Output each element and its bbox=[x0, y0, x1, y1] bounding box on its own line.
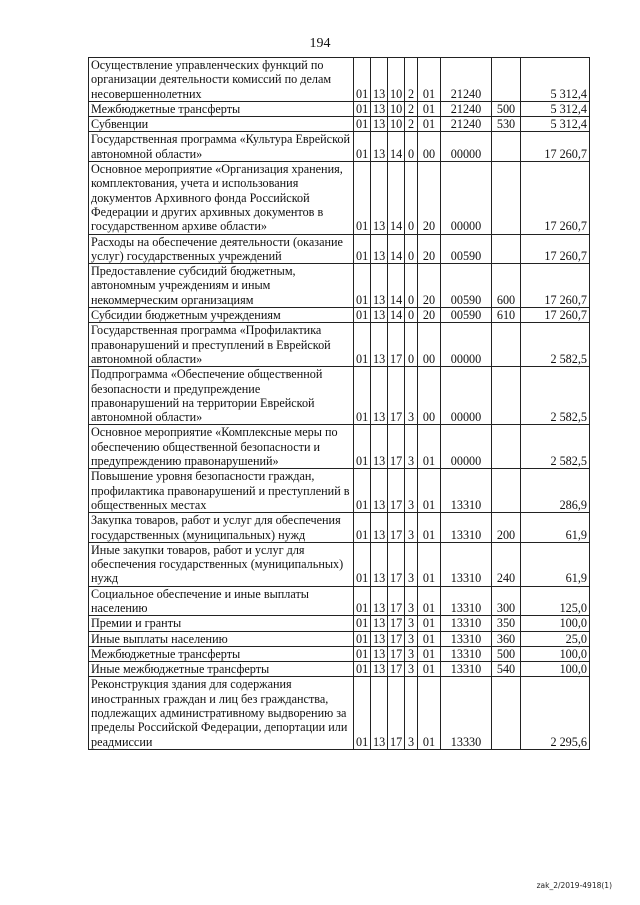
program-code: 17 bbox=[388, 367, 405, 425]
table-row bbox=[89, 586, 590, 616]
expense-direction-code: 13310 bbox=[441, 513, 492, 543]
subprogram-code: 3 bbox=[405, 646, 418, 661]
table-row bbox=[89, 542, 590, 586]
section-code: 01 bbox=[354, 646, 371, 661]
section-code: 01 bbox=[354, 469, 371, 513]
expense-type-code: 300 bbox=[492, 586, 521, 616]
subsection-code: 13 bbox=[371, 646, 388, 661]
row-name: Иные выплаты населению bbox=[89, 631, 354, 646]
program-code: 17 bbox=[388, 323, 405, 367]
main-activity-code: 20 bbox=[418, 234, 441, 264]
expense-type-code: 600 bbox=[492, 264, 521, 308]
expense-type-code bbox=[492, 132, 521, 162]
subprogram-code: 0 bbox=[405, 234, 418, 264]
expense-direction-code: 00590 bbox=[441, 234, 492, 264]
table-row bbox=[89, 101, 590, 116]
amount: 17 260,7 bbox=[521, 234, 590, 264]
subprogram-code: 0 bbox=[405, 264, 418, 308]
main-activity-code: 01 bbox=[418, 677, 441, 749]
subsection-code: 13 bbox=[371, 631, 388, 646]
section-code: 01 bbox=[354, 542, 371, 586]
main-activity-code: 01 bbox=[418, 662, 441, 677]
expense-type-code: 200 bbox=[492, 513, 521, 543]
main-activity-code: 00 bbox=[418, 323, 441, 367]
section-code: 01 bbox=[354, 616, 371, 631]
row-name: Иные межбюджетные трансферты bbox=[89, 662, 354, 677]
row-name: Межбюджетные трансферты bbox=[89, 101, 354, 116]
section-code: 01 bbox=[354, 586, 371, 616]
main-activity-code: 00 bbox=[418, 367, 441, 425]
expense-direction-code: 00590 bbox=[441, 308, 492, 323]
subsection-code: 13 bbox=[371, 662, 388, 677]
expense-direction-code: 13310 bbox=[441, 616, 492, 631]
amount: 2 582,5 bbox=[521, 425, 590, 469]
program-code: 17 bbox=[388, 677, 405, 749]
program-code: 17 bbox=[388, 646, 405, 661]
amount: 125,0 bbox=[521, 586, 590, 616]
expense-type-code bbox=[492, 367, 521, 425]
subprogram-code: 2 bbox=[405, 117, 418, 132]
subprogram-code: 0 bbox=[405, 308, 418, 323]
table-row bbox=[89, 425, 590, 469]
section-code: 01 bbox=[354, 162, 371, 234]
main-activity-code: 01 bbox=[418, 586, 441, 616]
program-code: 10 bbox=[388, 101, 405, 116]
subsection-code: 13 bbox=[371, 425, 388, 469]
subprogram-code: 0 bbox=[405, 132, 418, 162]
expense-direction-code: 13310 bbox=[441, 646, 492, 661]
main-activity-code: 20 bbox=[418, 308, 441, 323]
main-activity-code: 00 bbox=[418, 132, 441, 162]
expense-direction-code: 13310 bbox=[441, 542, 492, 586]
row-name: Премии и гранты bbox=[89, 616, 354, 631]
expense-direction-code: 13310 bbox=[441, 469, 492, 513]
amount: 5 312,4 bbox=[521, 101, 590, 116]
main-activity-code: 01 bbox=[418, 101, 441, 116]
subsection-code: 13 bbox=[371, 264, 388, 308]
subsection-code: 13 bbox=[371, 162, 388, 234]
subprogram-code: 3 bbox=[405, 586, 418, 616]
table-row bbox=[89, 234, 590, 264]
expense-type-code bbox=[492, 323, 521, 367]
expense-direction-code: 13310 bbox=[441, 662, 492, 677]
program-code: 14 bbox=[388, 234, 405, 264]
expense-type-code bbox=[492, 58, 521, 102]
subprogram-code: 2 bbox=[405, 101, 418, 116]
program-code: 17 bbox=[388, 542, 405, 586]
main-activity-code: 20 bbox=[418, 264, 441, 308]
amount: 100,0 bbox=[521, 662, 590, 677]
amount: 5 312,4 bbox=[521, 117, 590, 132]
program-code: 17 bbox=[388, 425, 405, 469]
subprogram-code: 2 bbox=[405, 58, 418, 102]
expense-direction-code: 00000 bbox=[441, 367, 492, 425]
table-row bbox=[89, 308, 590, 323]
table-row bbox=[89, 631, 590, 646]
expense-direction-code: 00000 bbox=[441, 132, 492, 162]
subsection-code: 13 bbox=[371, 308, 388, 323]
subprogram-code: 3 bbox=[405, 425, 418, 469]
document-code: zak_2/2019-4918(1) bbox=[536, 881, 612, 890]
section-code: 01 bbox=[354, 631, 371, 646]
row-name: Основное мероприятие «Организация хранения, комплектования, учета и использования документов Архивного фонда Российской Федерации и других архивных документов в государственном архиве области» bbox=[89, 162, 354, 234]
expense-type-code: 610 bbox=[492, 308, 521, 323]
subsection-code: 13 bbox=[371, 469, 388, 513]
subprogram-code: 3 bbox=[405, 513, 418, 543]
subsection-code: 13 bbox=[371, 513, 388, 543]
table-row bbox=[89, 323, 590, 367]
expense-direction-code: 00590 bbox=[441, 264, 492, 308]
program-code: 14 bbox=[388, 132, 405, 162]
page-number: 194 bbox=[309, 36, 331, 51]
subsection-code: 13 bbox=[371, 58, 388, 102]
subsection-code: 13 bbox=[371, 367, 388, 425]
row-name: Социальное обеспечение и иные выплаты населению bbox=[89, 586, 354, 616]
amount: 17 260,7 bbox=[521, 162, 590, 234]
program-code: 17 bbox=[388, 513, 405, 543]
row-name: Основное мероприятие «Комплексные меры по обеспечению общественной безопасности и предупреждению правонарушений» bbox=[89, 425, 354, 469]
expense-type-code bbox=[492, 425, 521, 469]
main-activity-code: 01 bbox=[418, 117, 441, 132]
section-code: 01 bbox=[354, 308, 371, 323]
expense-type-code: 360 bbox=[492, 631, 521, 646]
amount: 100,0 bbox=[521, 646, 590, 661]
amount: 17 260,7 bbox=[521, 132, 590, 162]
main-activity-code: 01 bbox=[418, 469, 441, 513]
expense-direction-code: 21240 bbox=[441, 101, 492, 116]
program-code: 17 bbox=[388, 631, 405, 646]
amount: 25,0 bbox=[521, 631, 590, 646]
amount: 2 582,5 bbox=[521, 323, 590, 367]
main-activity-code: 01 bbox=[418, 425, 441, 469]
expense-direction-code: 00000 bbox=[441, 162, 492, 234]
row-name: Подпрограмма «Обеспечение общественной безопасности и предупреждение правонарушений на территории Еврейской автономной области» bbox=[89, 367, 354, 425]
table-row bbox=[89, 58, 590, 102]
program-code: 14 bbox=[388, 308, 405, 323]
amount: 61,9 bbox=[521, 542, 590, 586]
row-name: Повышение уровня безопасности граждан, профилактика правонарушений и преступлений в общественных местах bbox=[89, 469, 354, 513]
row-name: Расходы на обеспечение деятельности (оказание услуг) государственных учреждений bbox=[89, 234, 354, 264]
expense-type-code: 240 bbox=[492, 542, 521, 586]
expense-type-code bbox=[492, 469, 521, 513]
row-name: Межбюджетные трансферты bbox=[89, 646, 354, 661]
expense-type-code: 530 bbox=[492, 117, 521, 132]
expense-direction-code: 21240 bbox=[441, 58, 492, 102]
main-activity-code: 01 bbox=[418, 616, 441, 631]
table-row bbox=[89, 677, 590, 749]
section-code: 01 bbox=[354, 117, 371, 132]
expense-direction-code: 13330 bbox=[441, 677, 492, 749]
table-row bbox=[89, 662, 590, 677]
table-row bbox=[89, 132, 590, 162]
expense-direction-code: 13310 bbox=[441, 586, 492, 616]
expense-direction-code: 13310 bbox=[441, 631, 492, 646]
subsection-code: 13 bbox=[371, 101, 388, 116]
subsection-code: 13 bbox=[371, 677, 388, 749]
program-code: 14 bbox=[388, 264, 405, 308]
program-code: 17 bbox=[388, 586, 405, 616]
section-code: 01 bbox=[354, 264, 371, 308]
expense-type-code: 350 bbox=[492, 616, 521, 631]
main-activity-code: 01 bbox=[418, 646, 441, 661]
subprogram-code: 0 bbox=[405, 323, 418, 367]
row-name: Государственная программа «Профилактика правонарушений и преступлений в Еврейской автономной области» bbox=[89, 323, 354, 367]
amount: 100,0 bbox=[521, 616, 590, 631]
subprogram-code: 3 bbox=[405, 677, 418, 749]
subsection-code: 13 bbox=[371, 132, 388, 162]
amount: 61,9 bbox=[521, 513, 590, 543]
section-code: 01 bbox=[354, 677, 371, 749]
subprogram-code: 0 bbox=[405, 162, 418, 234]
subsection-code: 13 bbox=[371, 586, 388, 616]
subsection-code: 13 bbox=[371, 542, 388, 586]
expense-direction-code: 00000 bbox=[441, 425, 492, 469]
table-row bbox=[89, 117, 590, 132]
table-row bbox=[89, 513, 590, 543]
expense-type-code: 500 bbox=[492, 101, 521, 116]
amount: 286,9 bbox=[521, 469, 590, 513]
section-code: 01 bbox=[354, 425, 371, 469]
subprogram-code: 3 bbox=[405, 662, 418, 677]
section-code: 01 bbox=[354, 58, 371, 102]
expense-type-code bbox=[492, 234, 521, 264]
program-code: 10 bbox=[388, 117, 405, 132]
row-name: Осуществление управленческих функций по организации деятельности комиссий по делам несовершеннолетних bbox=[89, 58, 354, 102]
subsection-code: 13 bbox=[371, 234, 388, 264]
section-code: 01 bbox=[354, 367, 371, 425]
amount: 17 260,7 bbox=[521, 308, 590, 323]
section-code: 01 bbox=[354, 513, 371, 543]
subsection-code: 13 bbox=[371, 323, 388, 367]
amount: 5 312,4 bbox=[521, 58, 590, 102]
table-row bbox=[89, 162, 590, 234]
row-name: Закупка товаров, работ и услуг для обеспечения государственных (муниципальных) нужд bbox=[89, 513, 354, 543]
program-code: 17 bbox=[388, 469, 405, 513]
row-name: Субвенции bbox=[89, 117, 354, 132]
row-name: Реконструкция здания для содержания иностранных граждан и лиц без гражданства, подлежащих административному выдворению за пределы Российской Федерации, депортации или реадмиссии bbox=[89, 677, 354, 749]
main-activity-code: 01 bbox=[418, 58, 441, 102]
main-activity-code: 01 bbox=[418, 513, 441, 543]
row-name: Иные закупки товаров, работ и услуг для обеспечения государственных (муниципальных) нужд bbox=[89, 542, 354, 586]
program-code: 14 bbox=[388, 162, 405, 234]
subprogram-code: 3 bbox=[405, 542, 418, 586]
table-row bbox=[89, 367, 590, 425]
main-activity-code: 01 bbox=[418, 631, 441, 646]
section-code: 01 bbox=[354, 101, 371, 116]
table-row bbox=[89, 646, 590, 661]
expense-type-code bbox=[492, 677, 521, 749]
main-activity-code: 01 bbox=[418, 542, 441, 586]
subsection-code: 13 bbox=[371, 616, 388, 631]
expense-type-code: 500 bbox=[492, 646, 521, 661]
expense-type-code bbox=[492, 162, 521, 234]
table-row bbox=[89, 616, 590, 631]
amount: 2 295,6 bbox=[521, 677, 590, 749]
section-code: 01 bbox=[354, 662, 371, 677]
main-activity-code: 20 bbox=[418, 162, 441, 234]
row-name: Субсидии бюджетным учреждениям bbox=[89, 308, 354, 323]
row-name: Государственная программа «Культура Еврейской автономной области» bbox=[89, 132, 354, 162]
budget-table bbox=[88, 57, 590, 750]
table-row bbox=[89, 469, 590, 513]
subprogram-code: 3 bbox=[405, 616, 418, 631]
expense-direction-code: 00000 bbox=[441, 323, 492, 367]
section-code: 01 bbox=[354, 234, 371, 264]
amount: 2 582,5 bbox=[521, 367, 590, 425]
section-code: 01 bbox=[354, 132, 371, 162]
table-row bbox=[89, 264, 590, 308]
table-body bbox=[89, 58, 590, 750]
subprogram-code: 3 bbox=[405, 631, 418, 646]
subprogram-code: 3 bbox=[405, 367, 418, 425]
expense-type-code: 540 bbox=[492, 662, 521, 677]
expense-direction-code: 21240 bbox=[441, 117, 492, 132]
subprogram-code: 3 bbox=[405, 469, 418, 513]
amount: 17 260,7 bbox=[521, 264, 590, 308]
program-code: 10 bbox=[388, 58, 405, 102]
program-code: 17 bbox=[388, 616, 405, 631]
subsection-code: 13 bbox=[371, 117, 388, 132]
section-code: 01 bbox=[354, 323, 371, 367]
program-code: 17 bbox=[388, 662, 405, 677]
row-name: Предоставление субсидий бюджетным, автономным учреждениям и иным некоммерческим организациям bbox=[89, 264, 354, 308]
